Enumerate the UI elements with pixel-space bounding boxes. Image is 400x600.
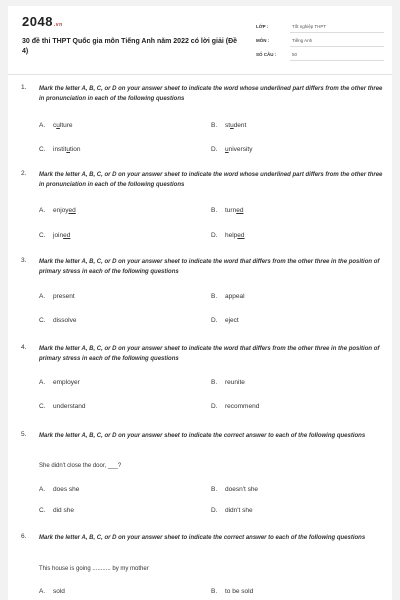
question-number: 2. [21,170,27,177]
option-a[interactable]: A. enjoyed [39,207,76,214]
option-d[interactable]: D. helped [211,232,245,239]
exam-page [8,6,392,600]
option-c[interactable]: C. did she [39,507,74,514]
option-c[interactable]: C. understand [39,403,86,410]
option-b[interactable]: B. turned [211,207,244,214]
option-b[interactable]: B. appeal [211,293,245,300]
question-instruction: Mark the letter A, B, C, or D on your answer sheet to indicate the word that differs from the other three in the position of primary stress in each of the following questions [39,259,380,275]
question-instruction: Mark the letter A, B, C, or D on your answer sheet to indicate the correct answer to each of the following questions [39,433,366,439]
question-instruction: Mark the letter A, B, C, or D on your answer sheet to indicate the word whose underlined part differs from the other three in pronunciation in each of the following questions [39,172,383,188]
option-b[interactable]: B. reunite [211,379,245,386]
option-c[interactable]: C. joined [39,232,71,239]
option-b[interactable]: B. to be sold [211,588,254,595]
meta-value: Tiếng Anh [290,36,384,47]
meta-label: MÔN : [256,38,270,43]
question-number: 3. [21,257,27,264]
option-d[interactable]: D. recommend [211,403,260,410]
option-d[interactable]: D. university [211,146,253,153]
page-header [8,6,392,68]
option-a[interactable]: A. sold [39,588,65,595]
option-a[interactable]: A. does she [39,486,80,493]
option-d[interactable]: D. didn't she [211,507,253,514]
meta-label: LỚP : [256,24,269,29]
question-stem: This house is going ........... by my mother [39,566,149,572]
meta-value: 50 [290,50,384,61]
header-divider [8,74,392,75]
document-title: 30 đề thi THPT Quốc gia môn Tiếng Anh năm 2022 có lời giải (Đề 4) [22,38,238,55]
question-instruction: Mark the letter A, B, C, or D on your answer sheet to indicate the word that differs from the other three in the position of primary stress in each of the following questions [39,346,380,362]
meta-label: SỐ CÂU : [256,52,277,57]
option-c[interactable]: C. institution [39,146,81,153]
meta-value: Tốt nghiệp THPT [290,22,384,33]
question-stem: She didn't close the door, ___? [39,463,122,469]
option-a[interactable]: A. culture [39,122,73,129]
option-a[interactable]: A. employer [39,379,80,386]
question-instruction: Mark the letter A, B, C, or D on your answer sheet to indicate the correct answer to each of the following questions [39,535,366,541]
logo-suffix: .vn [53,22,63,28]
option-b[interactable]: B. student [211,122,247,129]
question-number: 1. [21,84,27,91]
meta-subject [256,36,384,48]
question-number: 5. [21,431,27,438]
question-instruction: Mark the letter A, B, C, or D on your answer sheet to indicate the word whose underlined part differs from the other three in pronunciation in each of the following questions [39,86,383,102]
option-c[interactable]: C. dissolve [39,317,77,324]
question-number: 6. [21,533,27,540]
option-d[interactable]: D. eject [211,317,239,324]
option-a[interactable]: A. present [39,293,75,300]
question-number: 4. [21,344,27,351]
option-b[interactable]: B. doesn't she [211,486,259,493]
site-logo[interactable]: 2048.vn [22,14,63,29]
meta-count [256,50,384,62]
meta-class [256,22,384,34]
